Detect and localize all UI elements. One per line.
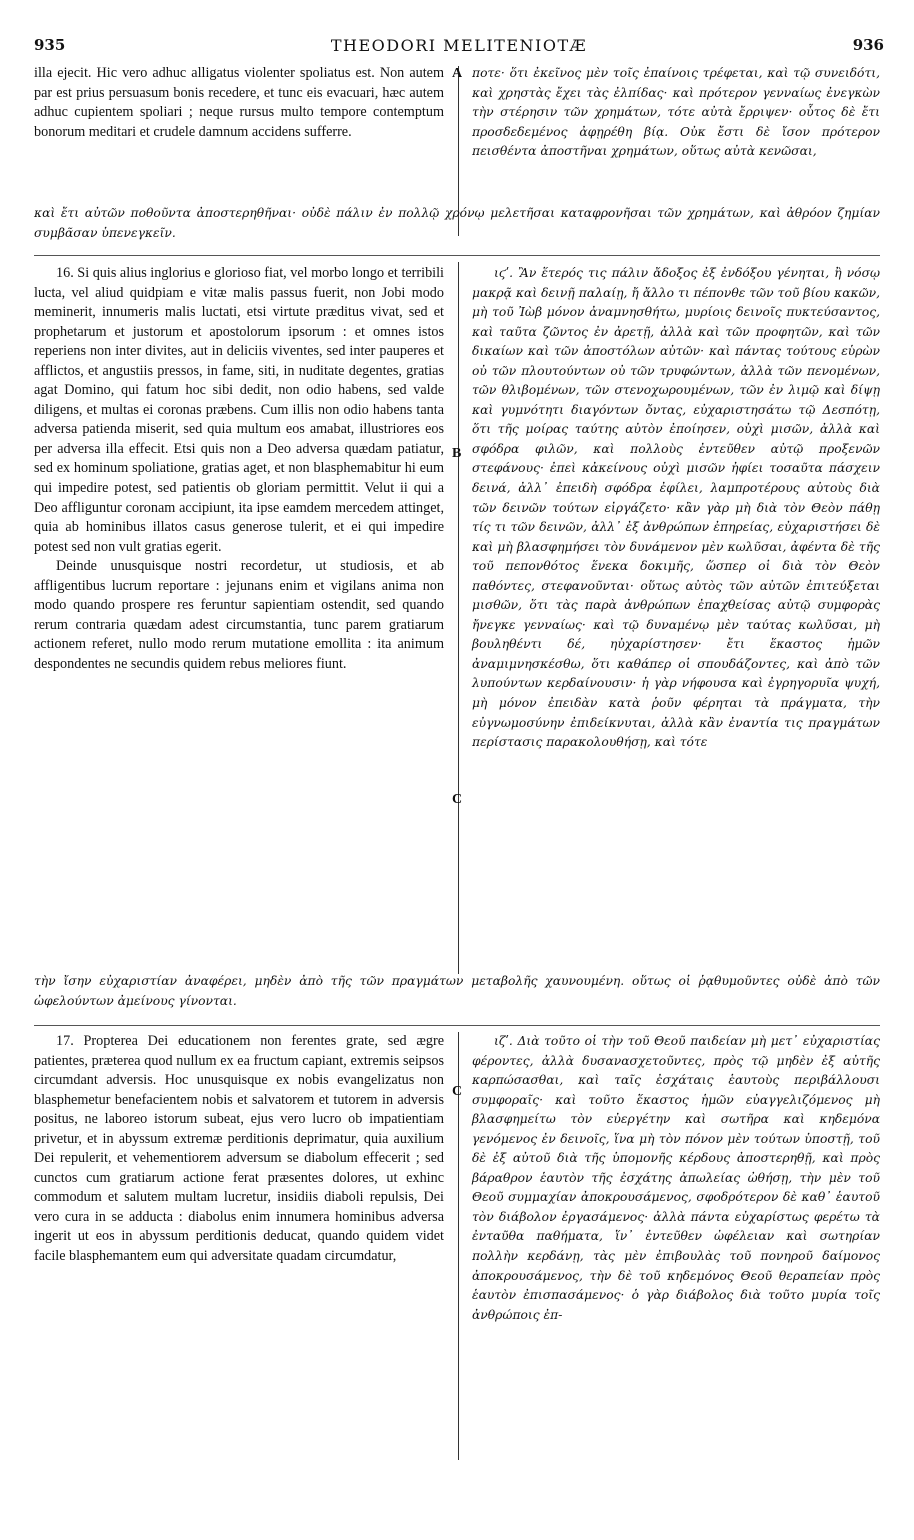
latin-paragraph-intro: illa ejecit. Hic vero adhuc alligatus violenter spoliatus est. Non autem par est prius persuasum bonis recedere, et tunc eis evacuari, hæc autem adhuc cupientem spoliari ; neque rursus multo tempore contemptum bonorum meditari et crudele damnum accidens sufferre. — [34, 65, 444, 140]
greek-column-intro — [472, 64, 880, 204]
running-title: THEODORI MELITENIOTÆ — [330, 36, 588, 55]
latin-column-intro — [34, 64, 444, 204]
right-page-number: 936 — [852, 36, 884, 54]
latin-paragraph-16b: Deinde unusquisque nostri recordetur, ut studiosis, et ab affligentibus lucrum reportare : jejunans enim et vigilans anima non modo quando prospere res feruntur sapientiam ostendit, sed quando rerum contraria quædam adest circumstantia, tunc parem gratiarum actionem referet, nullo modo rerum mutatione emollita : ita animum despondentes ne secundis quidem rebus meliores fiunt. — [34, 558, 444, 672]
greek-column-16 — [472, 264, 880, 970]
section-rule-2 — [34, 1025, 880, 1026]
greek-column-17 — [472, 1032, 880, 1462]
greek-fullwidth-intro: καὶ ἔτι αὐτῶν ποθοῦντα ἀποστερηθῆναι· οὐδὲ πάλιν ἐν πολλῷ χρόνῳ μελετῆσαι καταφρονῆσαι τῶν χρημάτων, καὶ ἀθρόον ζημίαν συμβᾶσαν ὑπενεγκεῖν. — [34, 206, 880, 240]
greek-paragraph-16: ιϛʹ. Ἂν ἕτερός τις πάλιν ἄδοξος ἐξ ἐνδόξου γένηται, ἢ νόσῳ μακρᾷ καὶ δεινῇ παλαίῃ, ἤ ἄλλο τι πέπονθε τῶν τοῦ βίου κακῶν, μὴ τοῦ Ἰὼβ μόνον ἀναμνησθήτω, μυρίοις δεινοῖς πυκτεύσαντος, καὶ ταῦτα ζῶντος ἐν ἀρετῇ, ἀλλὰ καὶ τῶν προφητῶν, καὶ τῶν δικαίων καὶ τῶν ἀποστόλων αὐτῶν· καὶ πάντας τούτους εὑρὼν οὐ τῶν πλουτούντων οὐ τῶν τρυφώντων, ἀλλὰ τῶν πενομένων, τῶν θλιβομένων, τῶν στενοχωρουμένων, τῶν ἐν λιμῷ καὶ δίψῃ καὶ γυμνότητι διαγόντων ὄντας, εὐχαριστησάτω τῷ Δεσπότῃ, ὅτι τῆς μοίρας ταύτης αὐτὸν ἐποίησεν, οὐχὶ μισῶν, ἀλλὰ καὶ σφόδρα φιλῶν, καὶ πολλοὺς ἐντεῦθεν αὐτῷ προξενῶν στεφάνους· ἐπεὶ κἀκείνους οὐχὶ μισῶν ἠφίει τοσαῦτα πάσχειν δεινά, ἀλλ᾽ ἐπειδὴ σφόδρα ἐφίλει, λαμπροτέρους αὐτοὺς διὰ τῶν δεινῶν τούτων εἰργάζετο· κἂν γὰρ μὴ διὰ τὸν Θεὸν πάθῃ τίς τι τῶν δεινῶν, ἀλλ᾽ ἐξ ἀνθρώπων ἐπηρείας, εὐχαριστήσει δὲ καὶ μὴ βλασφημήσει τὸν δυνάμενον μὲν κωλῦσαι, ἀφέντα δὲ τῆς τοῦ πεπονθότος ἕνεκα δοκιμῆς, ὥσπερ οἱ διὰ τὸν Θεὸν παθόντες, στεφανοῦνται· οὕτως αὐτὸς τῶν αὐτῶν ἐπιτεύξεται μισθῶν, ὅτι τὰς παρὰ ἀνθρώπων ἐπαχθείσας αὐτῷ συμφορὰς ἤνεγκε γενναίως· καὶ τῷ δυναμένῳ μὲν ταύτας κωλῦσαι, μὴ βουληθέντι δέ, ηὐχαρίστησεν· ἔτι ἕκαστος ἡμῶν ἀναμιμνησκέσθω, ὅτι καθάπερ οἱ σπουδάζοντες, καὶ ἀπὸ τῶν λυπούντων κερδαίνουσιν· ἡ γὰρ νήφουσα καὶ ἐγρηγορυῖα ψυχή, μὴ μόνον ἐπειδὰν κατὰ ῥοῦν φέρηται τὰ πράγματα, τὴν εὐγνωμοσύνην ἐπιδείκνυται, ἀλλὰ κἂν ἐναντία τις πραγμάτων περίστασις παρακολουθήσῃ, καὶ τότε — [472, 266, 880, 750]
greek-fullwidth-16: τὴν ἴσην εὐχαριστίαν ἀναφέρει, μηδὲν ἀπὸ τῆς τῶν πραγμάτων μεταβολῆς χαυνουμένη. οὕτως οἱ ῥᾳθυμοῦντες οὐδὲ ἀπὸ τῶν ὠφελούντων ἀμείνους γίνονται. — [34, 974, 880, 1008]
margin-marker-c: C — [452, 792, 463, 807]
latin-column-17 — [34, 1032, 444, 1462]
running-header — [34, 36, 884, 56]
latin-column-16 — [34, 264, 444, 970]
margin-marker-b: B — [452, 446, 462, 461]
margin-marker-c-second: C — [452, 1084, 463, 1099]
greek-paragraph-17: ιζʹ. Διὰ τοῦτο οἱ τὴν τοῦ Θεοῦ παιδείαν μὴ μετ᾽ εὐχαριστίας φέροντες, ἀλλὰ δυσανασχετοῦντες, πρὸς τῷ μηδὲν ἐξ αὐτῆς καρπώσασθαι, καὶ ταῖς ἐσχάταις ἑαυτοὺς περιβάλλουσι συμφοραῖς· καὶ τοῦτο ἕκαστος ἡμῶν εὐαγγελιζόμενος μὴ βλασφημείτω τὸν εὐεργέτην καὶ σωτῆρα καὶ κηδεμόνα γενόμενος ἐν δεινοῖς, ἵνα μὴ τὸν πόνον μὲν τούτων ὑποστῇ, τοῦ δὲ ἐξ αὐτοῦ διὰ τῆς ὑπομονῆς κέρδους ἀποστερηθῇ, καὶ πρὸς βάραθρον ἑαυτὸν τῆς ἐσχάτης ἀπωλείας ὠθήσῃ, τὴν μὲν τοῦ Θεοῦ συμμαχίαν ἀποκρουσάμενος, σφοδρότερον δὲ καθ᾽ ἑαυτοῦ τὸν διάβολον ἐργασάμενος· ἀλλὰ πάντα εὐχαρίστως φερέτω τὰ ἐνταῦθα παθήματα, ἵν᾽ ἐντεῦθεν ὠφέλειαν καὶ σωτηρίαν πολλὴν κερδάνῃ, τὰς μὲν ἐπιβουλὰς τοῦ πονηροῦ δαίμονος ἀποκρουσάμενος, τὴν δὲ τοῦ κηδεμόνος Θεοῦ θεραπείαν πρὸς ἑαυτὸν ἐπισπασάμενος· ὁ γὰρ διάβολος διὰ τοῦτο μυρία τοῖς ἀνθρώποις ἐπ- — [472, 1034, 880, 1322]
left-page-number: 935 — [34, 36, 66, 54]
section-rule-1 — [34, 255, 880, 256]
greek-paragraph-intro: ποτε· ὅτι ἐκεῖνος μὲν τοῖς ἐπαίνοις τρέφεται, καὶ τῷ συνειδότι, καὶ χρηστὰς ἔχει τὰς ἐλπίδας· καὶ πρότερον γενναίως ἐνεγκὼν τὴν στέρησιν τῶν χρημάτων, τότε αὐτὰ ἔρριψεν· οὗτος δὲ ἔτι προσδεδεμένος ἀφῃρέθη βίᾳ. Οὐκ ἔστι δὲ ἴσον πρότερον πεισθέντα ἀποστῆναι χρημάτων, οὕτως αὐτὰ κενῶσαι, — [472, 66, 880, 159]
latin-paragraph-16: 16. Si quis alius inglorius e glorioso fiat, vel morbo longo et terribili lucta, vel aliud quidpiam e vitæ malis passus fuerit, non Jobi modo meminerit, innumeris malis luctati, etsi virtute præditus vivat, sed et prophetarum et justorum et apostolorum ipsorum : et omnes istos reperiens non inter divites, aut in deliciis viventes, sed inter pauperes et afflictos, et angustiis pressos, in fame, siti, in nuditate degentes, gratias agat Domino, qui fatum hoc sibi dedit, non odio habens, sed valde diligens, et multas ei coronas præbens. Cum illis non odio habens tanta adversa patienda miserit, sed quia multum eos amabat, illustriores eos per adversa illa effecit. Etsi quis non a Deo adversa quædam patiatur, sed ex hominum spoliatione, gratias aget, et non blasphemabitur hi eum qui impedire potest, sed patientis ob gloriam permittit. Velut ii qui a Deo affliguntur coronam accipiunt, ita ipse eamdem mercedem attinget, quia ab hominibus illatos casus generose tulerit, et ei qui impedire potest sed non vult gratias egerit. — [34, 265, 444, 555]
margin-marker-a: A — [452, 66, 463, 81]
latin-paragraph-17: 17. Propterea Dei educationem non ferentes grate, sed ægre patientes, præterea quod nullum ex ea fructum capiant, extremis seipsos circumdant adversis. Hoc unusquisque ex nobis evangelizatus non blasphemetur benefacientem nobis et salvatorem et tutorem in adversis positus, ne laboreo istorum subeat, ejus vero lucro ob impatientiam privetur, et in abyssum extremæ perditionis deprimatur, quia auxilium Dei repulerit, et vehementiorem adversum se diabolum effecerit ; sed cunctos cum gratiarum actione ferat præsentes dolores, ut exhinc commodum et salutem multam lucretur, insidiis diaboli repulsis, Dei vero cura in se adducta : diabolus enim innumera hominibus adversa ingerit ut eos in abyssum perditionis deducat, quando quidem videt facile blasphemantem eum qui adversitate quadam circumdatur, — [34, 1033, 444, 1265]
column-divider-middle — [458, 262, 459, 974]
